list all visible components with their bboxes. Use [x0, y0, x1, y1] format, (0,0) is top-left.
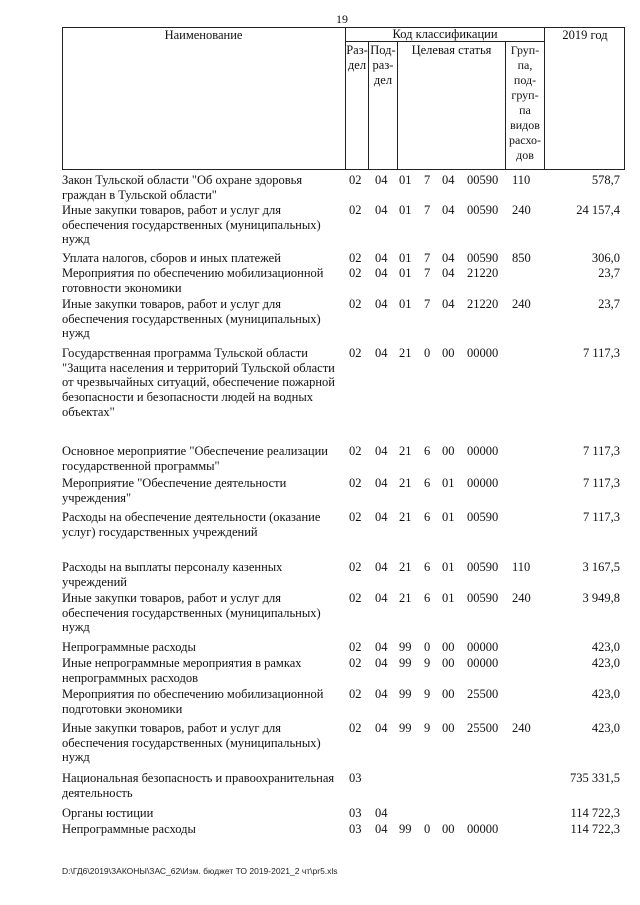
row-cs1: 99 [399, 640, 412, 654]
row-cs4: 00590 [467, 173, 499, 187]
row-sum: 114 722,3 [570, 806, 620, 820]
row-razdel: 02 [349, 266, 362, 280]
row-name: Иные непрограммные мероприятия в рамках непрограммных расходов [62, 656, 302, 685]
row-cs2: 0 [424, 822, 431, 836]
row-razdel: 02 [349, 203, 362, 217]
row-cs1: 21 [399, 476, 412, 490]
row-razdel: 02 [349, 591, 362, 605]
row-cs2: 6 [424, 510, 431, 524]
row-cs4: 25500 [467, 687, 499, 701]
row-cs2: 6 [424, 591, 431, 605]
row-podrazdel: 04 [375, 591, 388, 605]
row-cs3: 00 [442, 640, 455, 654]
row-cs1: 21 [399, 560, 412, 574]
row-sum: 423,0 [591, 687, 620, 701]
row-cs4: 21220 [467, 266, 499, 280]
row-name: Мероприятие "Обеспечение деятельности учреждения" [62, 476, 287, 505]
row-cs4: 00000 [467, 346, 499, 360]
row-cs3: 04 [442, 251, 455, 265]
header-razdel: Раз- дел [346, 43, 368, 72]
row-cs3: 01 [442, 476, 455, 490]
row-name: Закон Тульской области "Об охране здоровья граждан в Тульской области" [62, 173, 303, 202]
row-sum: 24 157,4 [576, 203, 620, 217]
row-group: 110 [512, 173, 531, 187]
row-cs2: 0 [424, 346, 431, 360]
row-cs3: 01 [442, 560, 455, 574]
row-cs2: 7 [424, 251, 431, 265]
row-cs1: 99 [399, 656, 412, 670]
row-sum: 23,7 [598, 297, 620, 311]
row-cs2: 7 [424, 297, 431, 311]
row-cs1: 01 [399, 251, 412, 265]
row-cs1: 99 [399, 687, 412, 701]
row-name: Иные закупки товаров, работ и услуг для обеспечения государственных (муниципальных) нужд [62, 297, 321, 341]
row-cs2: 6 [424, 444, 431, 458]
row-razdel: 02 [349, 297, 362, 311]
row-cs4: 25500 [467, 721, 499, 735]
row-cs2: 7 [424, 266, 431, 280]
row-cs1: 01 [399, 203, 412, 217]
row-cs1: 21 [399, 591, 412, 605]
row-cs2: 0 [424, 640, 431, 654]
row-sum: 3 167,5 [582, 560, 620, 574]
header-code: Код классификации [392, 27, 498, 41]
row-cs4: 00590 [467, 251, 499, 265]
row-sum: 7 117,3 [582, 444, 620, 458]
row-cs4: 00000 [467, 656, 499, 670]
row-cs4: 00590 [467, 203, 499, 217]
header-year: 2019 год [562, 28, 608, 42]
row-sum: 7 117,3 [582, 346, 620, 360]
row-razdel: 03 [349, 806, 362, 820]
row-podrazdel: 04 [375, 173, 388, 187]
row-podrazdel: 04 [375, 476, 388, 490]
row-cs1: 99 [399, 822, 412, 836]
row-cs4: 00000 [467, 476, 499, 490]
row-razdel: 02 [349, 251, 362, 265]
row-cs4: 00590 [467, 591, 499, 605]
row-razdel: 03 [349, 822, 362, 836]
row-cs4: 21220 [467, 297, 499, 311]
row-cs2: 9 [424, 721, 431, 735]
row-podrazdel: 04 [375, 721, 388, 735]
row-cs1: 21 [399, 444, 412, 458]
row-sum: 114 722,3 [570, 822, 620, 836]
table-header [62, 27, 625, 170]
header-target: Целевая статья [411, 43, 492, 57]
row-group: 850 [512, 251, 531, 265]
row-cs4: 00000 [467, 444, 499, 458]
row-cs3: 00 [442, 822, 455, 836]
row-cs3: 01 [442, 510, 455, 524]
row-razdel: 02 [349, 721, 362, 735]
row-cs2: 9 [424, 687, 431, 701]
row-razdel: 03 [349, 771, 362, 785]
row-name: Расходы на выплаты персоналу казенных учреждений [62, 560, 283, 589]
row-cs3: 00 [442, 656, 455, 670]
row-cs4: 00000 [467, 822, 499, 836]
row-name: Мероприятия по обеспечению мобилизационной подготовки экономики [62, 687, 324, 716]
row-sum: 423,0 [591, 656, 620, 670]
row-group: 240 [512, 297, 531, 311]
row-name: Органы юстиции [62, 806, 154, 820]
file-path-footer: D:\ГД6\2019\ЗАКОНЫ\ЗАС_62\Изм. бюджет ТО 2019-2021_2 чт\pr5.xls [62, 866, 338, 876]
row-cs3: 04 [442, 297, 455, 311]
row-sum: 7 117,3 [582, 476, 620, 490]
row-razdel: 02 [349, 510, 362, 524]
row-name: Расходы на обеспечение деятельности (оказание услуг) государственных учреждений [62, 510, 321, 539]
row-cs3: 00 [442, 444, 455, 458]
header-group: Груп- па, под- груп- па видов расхо- дов [508, 43, 542, 162]
row-name: Государственная программа Тульской области "Защита населения и территорий Тульской области от чрезвычайных ситуаций, обеспечение пожарной безопасности и безопасности людей на водных объектах" [62, 346, 335, 419]
row-cs3: 01 [442, 591, 455, 605]
row-podrazdel: 04 [375, 346, 388, 360]
row-name: Непрограммные расходы [62, 640, 196, 654]
row-cs1: 21 [399, 510, 412, 524]
row-razdel: 02 [349, 444, 362, 458]
row-name: Основное мероприятие "Обеспечение реализации государственной программы" [62, 444, 328, 473]
row-sum: 3 949,8 [582, 591, 620, 605]
row-group: 240 [512, 203, 531, 217]
row-sum: 306,0 [591, 251, 620, 265]
row-group: 240 [512, 721, 531, 735]
row-razdel: 02 [349, 640, 362, 654]
row-podrazdel: 04 [375, 687, 388, 701]
row-cs4: 00590 [467, 510, 499, 524]
row-cs2: 7 [424, 203, 431, 217]
row-cs2: 6 [424, 476, 431, 490]
row-podrazdel: 04 [375, 510, 388, 524]
row-name: Уплата налогов, сборов и иных платежей [62, 251, 281, 265]
row-sum: 23,7 [598, 266, 620, 280]
row-podrazdel: 04 [375, 560, 388, 574]
row-podrazdel: 04 [375, 266, 388, 280]
row-name: Иные закупки товаров, работ и услуг для обеспечения государственных (муниципальных) нужд [62, 203, 321, 247]
row-sum: 735 331,5 [570, 771, 620, 785]
row-razdel: 02 [349, 476, 362, 490]
row-cs1: 99 [399, 721, 412, 735]
page-number: 19 [336, 12, 348, 26]
row-cs4: 00000 [467, 640, 499, 654]
row-cs1: 21 [399, 346, 412, 360]
row-sum: 423,0 [591, 721, 620, 735]
row-podrazdel: 04 [375, 656, 388, 670]
row-podrazdel: 04 [375, 822, 388, 836]
row-name: Иные закупки товаров, работ и услуг для обеспечения государственных (муниципальных) нужд [62, 721, 321, 765]
row-cs2: 7 [424, 173, 431, 187]
header-name: Наименование [164, 28, 243, 42]
row-podrazdel: 04 [375, 297, 388, 311]
row-name: Иные закупки товаров, работ и услуг для обеспечения государственных (муниципальных) нужд [62, 591, 321, 635]
row-podrazdel: 04 [375, 203, 388, 217]
row-group: 110 [512, 560, 531, 574]
row-sum: 578,7 [591, 173, 620, 187]
row-cs3: 04 [442, 173, 455, 187]
row-cs3: 00 [442, 346, 455, 360]
row-cs3: 00 [442, 721, 455, 735]
header-podrazdel: Под- раз- дел [370, 43, 396, 87]
row-name: Мероприятия по обеспечению мобилизационной готовности экономики [62, 266, 324, 295]
row-cs3: 04 [442, 203, 455, 217]
row-razdel: 02 [349, 656, 362, 670]
row-podrazdel: 04 [375, 640, 388, 654]
row-podrazdel: 04 [375, 444, 388, 458]
row-cs2: 6 [424, 560, 431, 574]
row-group: 240 [512, 591, 531, 605]
row-cs4: 00590 [467, 560, 499, 574]
row-podrazdel: 04 [375, 251, 388, 265]
row-name: Непрограммные расходы [62, 822, 196, 836]
row-cs2: 9 [424, 656, 431, 670]
row-cs1: 01 [399, 297, 412, 311]
row-sum: 7 117,3 [582, 510, 620, 524]
row-razdel: 02 [349, 346, 362, 360]
row-name: Национальная безопасность и правоохранительная деятельность [62, 771, 335, 800]
row-razdel: 02 [349, 687, 362, 701]
row-cs1: 01 [399, 266, 412, 280]
row-sum: 423,0 [591, 640, 620, 654]
row-razdel: 02 [349, 560, 362, 574]
row-cs3: 00 [442, 687, 455, 701]
row-podrazdel: 04 [375, 806, 388, 820]
row-razdel: 02 [349, 173, 362, 187]
row-cs1: 01 [399, 173, 412, 187]
row-cs3: 04 [442, 266, 455, 280]
